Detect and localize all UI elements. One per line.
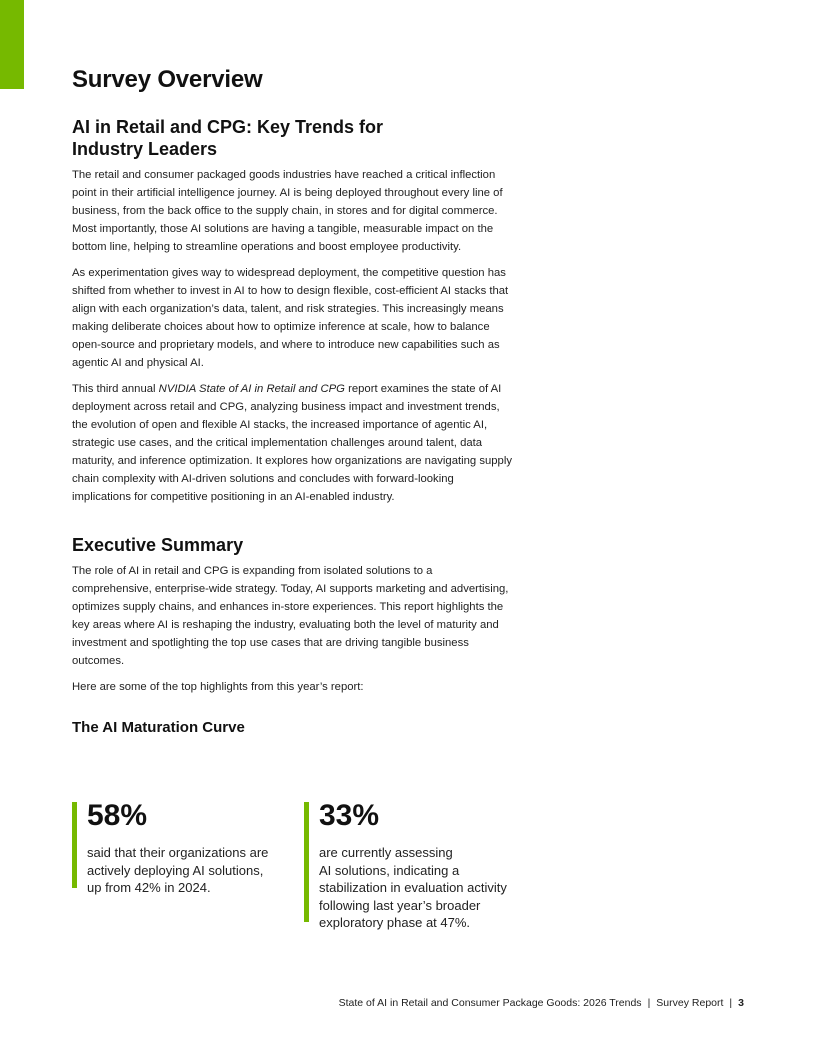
stat-value: 33% — [319, 799, 380, 832]
section-heading-key-trends — [72, 116, 512, 160]
stat-description: are currently assessing AI solutions, indicating a stabilization in evaluation activity following last year’s broader exploratory phase at 47%. — [319, 845, 507, 930]
footer-separator: | — [647, 997, 651, 1009]
stat-callout-assessing — [304, 799, 534, 930]
intro-paragraph-1: The retail and consumer packaged goods industries have reached a critical inflection point in their artificial intelligence journey. AI is being deployed throughout every line of business, from the back office to the supply chain, in stores and for digital commerce. Most importantly, those AI solutions are having a tangible, measurable impact on the bottom line, helping to streamline operations and boost employee productivity. — [72, 169, 503, 253]
page-footer — [339, 997, 744, 1009]
section-heading-executive-summary: Executive Summary — [72, 535, 244, 555]
intro-paragraph-3 — [72, 380, 512, 506]
intro-paragraph-2: As experimentation gives way to widespread deployment, the competitive question has shifted from whether to invest in AI to how to design flexible, cost-efficient AI stacks that align with each organization’s data, talent, and risk strategies. This increasingly means making deliberate choices about how to optimize inference at scale, how to balance open-source and proprietary models, and where to introduce new capabilities such as agentic AI and physical AI. — [72, 267, 509, 369]
heading-line-2: Industry Leaders — [72, 139, 218, 159]
report-title-italic: NVIDIA State of AI in Retail and CPG — [158, 383, 345, 395]
main-content — [72, 64, 512, 738]
page-number: 3 — [738, 997, 744, 1009]
summary-paragraph-2: Here are some of the top highlights from this year’s report: — [72, 681, 364, 693]
summary-paragraph-1: The role of AI in retail and CPG is expanding from isolated solutions to a comprehensive, enterprise-wide strategy. Today, AI supports marketing and advertising, optimizes supply chains, and enhances in-store experiences. This report highlights the key areas where AI is reshaping the industry, evaluating both the level of maturity and investment and spotlighting the top use cases that are driving tangible business outcomes. — [72, 565, 509, 667]
p3-text-before: This third annual — [72, 383, 159, 395]
footer-doc-title: State of AI in Retail and Consumer Package Goods: 2026 Trends — [338, 997, 642, 1009]
accent-bar — [0, 0, 24, 89]
p3-text-after: report examines the state of AI deployment across retail and CPG, analyzing business impact and investment trends, the evolution of open and flexible AI stacks, the increased importance of agentic AI, strategic use cases, and the critical implementation challenges around talent, data maturity, and inference optimization. It explores how organizations are navigating supply chain complexity with AI-driven solutions and concludes with forward-looking implications for competitive positioning in an AI-enabled industry. — [72, 383, 512, 503]
maturation-curve-heading: The AI Maturation Curve — [72, 719, 245, 736]
page-title: Survey Overview — [72, 66, 263, 93]
footer-section: Survey Report — [656, 997, 724, 1009]
stat-value: 58% — [87, 799, 148, 832]
footer-separator: | — [729, 997, 733, 1009]
stat-callout-deploying — [72, 799, 297, 895]
stat-description: said that their organizations are actively deploying AI solutions, up from 42% in 2024. — [87, 845, 269, 895]
heading-line-1: AI in Retail and CPG: Key Trends for — [72, 117, 384, 137]
